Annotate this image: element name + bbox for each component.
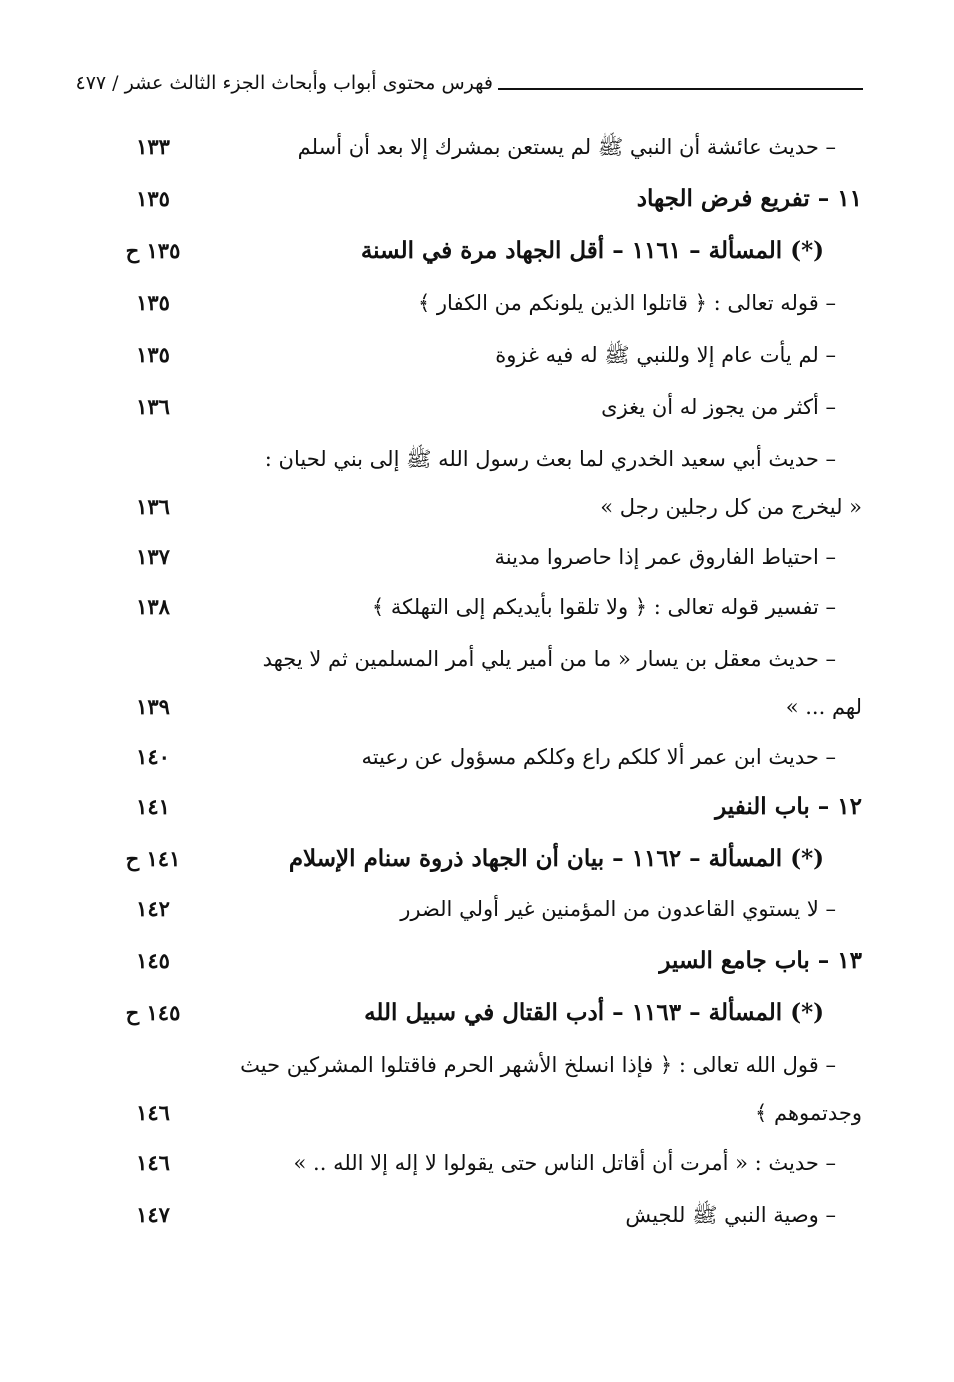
toc-entry bbox=[0, 1196, 954, 1236]
toc-entry bbox=[0, 336, 954, 376]
entry-page: ١٤١ bbox=[136, 794, 170, 819]
toc-entry-continuation bbox=[0, 488, 954, 528]
entry-page: ١٣٥ bbox=[136, 290, 170, 315]
toc-masala bbox=[0, 840, 954, 880]
entry-page: ١٣٩ bbox=[136, 694, 170, 719]
entry-page: ١٣٦ bbox=[136, 494, 170, 519]
toc-entry-continuation bbox=[0, 688, 954, 728]
entry-text: لهم ... » bbox=[785, 695, 862, 719]
toc-entry bbox=[0, 640, 954, 680]
toc-entry bbox=[0, 440, 954, 480]
toc-chapter bbox=[0, 942, 954, 982]
entry-text: – حديث عائشة أن النبي ﷺ لم يستعن بمشرك إلا بعد أن أسلم bbox=[297, 135, 836, 159]
entry-page: ١٣٥ bbox=[136, 342, 170, 367]
entry-page: ١٣٥ bbox=[136, 186, 170, 211]
entry-page: ١٤٠ bbox=[136, 744, 170, 769]
entry-page: ١٤٦ bbox=[136, 1150, 170, 1175]
entry-text: – وصية النبي ﷺ للجيش bbox=[625, 1203, 836, 1227]
toc-entry bbox=[0, 388, 954, 428]
entry-text: – أكثر من يجوز له أن يغزى bbox=[601, 395, 836, 419]
masala-title: (*) المسألة – ١١٦٢ – بيان أن الجهاد ذروة سنام الإسلام bbox=[288, 845, 824, 872]
entry-page: ١٣٦ bbox=[136, 394, 170, 419]
entry-text: – تفسير قوله تعالى : ﴿ ولا تلقوا بأيديكم إلى التهلكة ﴾ bbox=[371, 595, 836, 619]
entry-text: – حديث : « أمرت أن أقاتل الناس حتى يقولوا لا إله إلا الله .. » bbox=[293, 1151, 836, 1175]
toc-entry bbox=[0, 890, 954, 930]
chapter-title: ١٢ – باب النفير bbox=[715, 793, 862, 820]
toc-entry bbox=[0, 1144, 954, 1184]
entry-page: ١٤٦ bbox=[136, 1100, 170, 1125]
entry-page: ١٣٧ bbox=[136, 544, 170, 569]
entry-text: – لم يأت عام إلا وللنبي ﷺ له فيه غزوة bbox=[495, 343, 836, 367]
header-title: فهرس محتوى أبواب وأبحاث الجزء الثالث عشر / ٤٧٧ bbox=[75, 72, 493, 94]
toc-chapter bbox=[0, 788, 954, 828]
chapter-title: ١٣ – باب جامع السير bbox=[659, 947, 862, 974]
entry-text: – قول الله تعالى : ﴿ فإذا انسلخ الأشهر الحرم فاقتلوا المشركين حيث bbox=[240, 1053, 836, 1077]
masala-title: (*) المسألة – ١١٦٣ – أدب القتال في سبيل الله bbox=[364, 999, 824, 1026]
entry-page: ١٤٢ bbox=[136, 896, 170, 921]
toc-entry bbox=[0, 738, 954, 778]
toc-entry bbox=[0, 284, 954, 324]
entry-text: – حديث أبي سعيد الخدري لما بعث رسول الله ﷺ إلى بني لحيان : bbox=[264, 447, 836, 471]
entry-page: ١٣٨ bbox=[136, 594, 170, 619]
toc-masala bbox=[0, 994, 954, 1034]
entry-page: ١٣٣ bbox=[136, 134, 170, 159]
entry-page: ١٤٥ ح bbox=[125, 1000, 181, 1025]
entry-text: – قوله تعالى : ﴿ قاتلوا الذين يلونكم من الكفار ﴾ bbox=[417, 291, 836, 315]
entry-text: – حديث ابن عمر ألا كلكم راع وكلكم مسؤول عن رعيته bbox=[361, 745, 836, 769]
entry-text: – حديث معقل بن يسار « ما من أمير يلي أمر المسلمين ثم لا يجهد bbox=[262, 647, 836, 671]
entry-text: – احتياط الفاروق عمر إذا حاصروا مدينة bbox=[494, 545, 836, 569]
toc-entry bbox=[0, 588, 954, 628]
entry-page: ١٤٥ bbox=[136, 948, 170, 973]
toc-chapter bbox=[0, 180, 954, 220]
toc-entry-continuation bbox=[0, 1094, 954, 1134]
entry-text: وجدتموهم ﴾ bbox=[754, 1101, 862, 1125]
toc-entry bbox=[0, 128, 954, 168]
toc-entry bbox=[0, 1046, 954, 1086]
entry-page: ١٤١ ح bbox=[125, 846, 181, 871]
masala-title: (*) المسألة – ١١٦١ – أقل الجهاد مرة في السنة bbox=[360, 237, 824, 264]
entry-page: ١٤٧ bbox=[136, 1202, 170, 1227]
toc-entry bbox=[0, 538, 954, 578]
entry-text: « ليخرج من كل رجلين رجل » bbox=[600, 495, 862, 519]
chapter-title: ١١ – تفريع فرض الجهاد bbox=[636, 185, 862, 212]
entry-text: – لا يستوي القاعدون من المؤمنين غير أولي الضرر bbox=[400, 897, 836, 921]
toc-masala bbox=[0, 232, 954, 272]
entry-page: ١٣٥ ح bbox=[125, 238, 181, 263]
